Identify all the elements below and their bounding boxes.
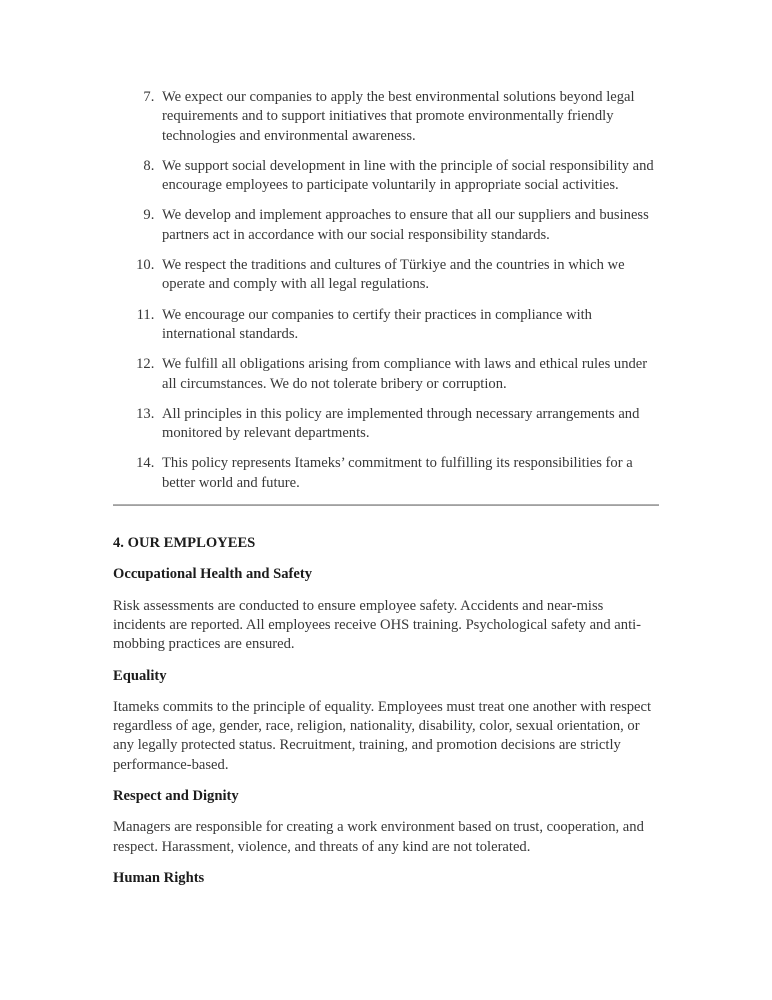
subsection-body-occupational-health-and-safety: Risk assessments are conducted to ensure employee safety. Accidents and near-miss incidents are reported. All employees receive OHS training. Psychological safety and anti-mobbing practices are ensured. — [113, 597, 642, 653]
list-item: 13. All principles in this policy are implemented through necessary arrangements and monitored by relevant departments. — [158, 405, 659, 444]
list-item: 11. We encourage our companies to certify their practices in compliance with international standards. — [158, 306, 659, 345]
subsection-heading-equality: Equality — [113, 667, 167, 684]
subsection-body-respect-and-dignity: Managers are responsible for creating a work environment based on trust, cooperation, and respect. Harassment, violence, and threats of any kind are not tolerated. — [113, 819, 644, 855]
list-item: 9. We develop and implement approaches to ensure that all our suppliers and business partners act in accordance with our social responsibility standards. — [158, 206, 659, 245]
list-item: 7. We expect our companies to apply the best environmental solutions beyond legal requirements and to support initiatives that promote environmentally friendly technologies and environmental awareness. — [158, 88, 659, 146]
section-divider — [113, 504, 659, 506]
section-heading-our-employees: 4. OUR EMPLOYEES — [113, 535, 256, 552]
list-item: 12. We fulfill all obligations arising from compliance with laws and ethical rules under all circumstances. We do not tolerate bribery or corruption. — [158, 355, 659, 394]
list-item: 10. We respect the traditions and cultures of Türkiye and the countries in which we operate and comply with all legal regulations. — [158, 256, 659, 295]
list-item: 8. We support social development in line with the principle of social responsibility and encourage employees to participate voluntarily in appropriate social activities. — [158, 157, 659, 196]
list-item: 14. This policy represents Itameks’ commitment to fulfilling its responsibilities for a better world and future. — [158, 454, 659, 493]
subsection-heading-respect-and-dignity: Respect and Dignity — [113, 788, 239, 805]
subsection-heading-occupational-health-and-safety: Occupational Health and Safety — [113, 566, 313, 583]
subsection-body-equality: Itameks commits to the principle of equality. Employees must treat one another with respect regardless of age, gender, race, religion, nationality, disability, color, sexual orientation, or any legally protected status. Recruitment, training, and promotion decisions are strictly performance-based. — [113, 698, 652, 773]
policy-numbered-list — [113, 88, 659, 493]
subsection-heading-human-rights: Human Rights — [113, 869, 205, 886]
